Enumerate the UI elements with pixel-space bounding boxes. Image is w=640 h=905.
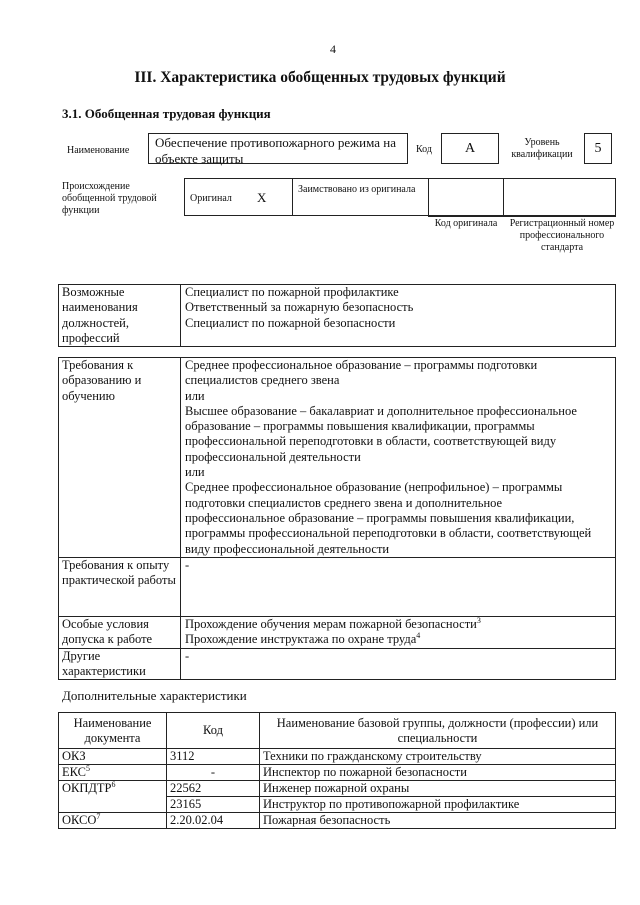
col-header-code: Код <box>167 713 260 749</box>
doc-cell <box>59 781 167 813</box>
education-line: или <box>185 465 205 480</box>
origin-divider-1 <box>292 178 293 216</box>
education-line: подготовки специалистов среднего звена и дополнительное <box>185 495 503 510</box>
positions-label: Возможные наименования должностей, профессий <box>59 285 181 347</box>
original-label: Оригинал <box>190 193 232 204</box>
special-condition-text: Прохождение обучения мерам пожарной безопасности <box>185 616 477 631</box>
doc-cell <box>59 765 167 781</box>
education-line: Среднее профессиональное образование (непрофильное) – программы <box>185 480 563 495</box>
code-value: A <box>464 141 476 156</box>
code-original-caption: Код оригинала <box>434 218 498 229</box>
position-item: Специалист по пожарной безопасности <box>185 315 396 330</box>
positions-cell <box>181 285 616 347</box>
origin-divider-2 <box>428 178 429 216</box>
page-number: 4 <box>330 42 336 56</box>
education-line: Среднее профессиональное образование – программы подготовки <box>185 358 538 372</box>
footnote-ref: 6 <box>111 779 116 789</box>
reg-number-caption: Регистрационный номер профессионального стандарта <box>509 218 615 253</box>
experience-value: - <box>181 557 616 616</box>
function-name-field <box>148 133 408 164</box>
col-header-name: Наименование базовой группы, должности (профессии) или специальности <box>260 713 616 749</box>
education-line: специалистов среднего звена <box>185 373 340 388</box>
other-characteristics-value: - <box>181 648 616 680</box>
doc-name: ОКПДТР <box>62 781 112 795</box>
education-line: Высшее образование – бакалавриат и дополнительное профессиональное <box>185 403 577 418</box>
special-conditions-cell <box>181 616 616 648</box>
education-line: программы профессиональной переподготовки в области, соответствующей <box>185 526 592 541</box>
special-condition-item <box>185 617 611 632</box>
education-line: профессиональной деятельности <box>185 449 361 464</box>
requirements-table <box>58 357 616 680</box>
footnote-ref: 7 <box>96 811 101 821</box>
section-title: III. Характеристика обобщенных трудовых функций <box>134 69 506 86</box>
additional-table <box>58 712 616 829</box>
doc-name: ОКСО <box>62 813 97 827</box>
position-item: Специалист по пожарной профилактике <box>185 285 399 299</box>
positions-table <box>58 284 616 347</box>
footnote-ref: 3 <box>476 615 481 625</box>
level-field <box>584 133 612 164</box>
subsection-title: 3.1. Обобщенная трудовая функция <box>62 106 271 121</box>
origin-label: Происхождение обобщенной трудовой функции <box>62 181 157 216</box>
special-conditions-label: Особые условия допуска к работе <box>59 616 181 648</box>
education-line: профессиональной переподготовки в области, соответствующей виду <box>185 434 557 449</box>
education-line: образование – программы повышения квалификации, программы <box>185 419 535 434</box>
col-header-doc: Наименование документа <box>59 713 167 749</box>
name-cell: Инспектор по пожарной безопасности <box>260 765 616 781</box>
doc-cell <box>59 813 167 829</box>
function-name-value: Обеспечение противопожарного режима на объекте защиты <box>155 135 397 166</box>
education-line: виду профессиональной деятельности <box>185 541 390 556</box>
name-cell: Пожарная безопасность <box>260 813 616 829</box>
footnote-ref: 4 <box>416 631 421 640</box>
name-cell: Инженер пожарной охраны <box>260 781 616 797</box>
code-cell: 2.20.02.04 <box>167 813 260 829</box>
code-cell: 3112 <box>167 749 260 765</box>
education-line: профессиональное образование – программы повышения квалификации, <box>185 510 575 525</box>
origin-divider-3 <box>503 178 504 216</box>
name-cell: Инструктор по противопожарной профилактике <box>260 797 616 813</box>
code-field <box>441 133 499 164</box>
doc-name: ЕКС <box>62 765 86 779</box>
additional-title: Дополнительные характеристики <box>62 688 247 703</box>
code-label: Код <box>416 144 432 155</box>
original-mark: X <box>257 190 267 205</box>
borrowed-label: Заимствовано из оригинала <box>298 184 416 195</box>
doc-name: ОКЗ <box>62 749 86 763</box>
education-label: Требования к образованию и обучению <box>59 358 181 558</box>
name-cell: Техники по гражданскому строительству <box>260 749 616 765</box>
footnote-ref: 5 <box>86 763 90 773</box>
education-cell <box>181 358 616 558</box>
level-label: Уровень квалификации <box>511 137 573 160</box>
position-item: Ответственный за пожарную безопасность <box>185 300 414 315</box>
doc-cell <box>59 749 167 765</box>
special-condition-item <box>185 632 611 647</box>
education-line: или <box>185 388 205 403</box>
level-value: 5 <box>594 141 602 156</box>
name-label: Наименование <box>67 145 130 156</box>
experience-label: Требования к опыту практической работы <box>59 557 181 616</box>
origin-caption-line <box>428 216 616 217</box>
other-characteristics-label: Другие характеристики <box>59 648 181 680</box>
code-cell: - <box>167 765 260 781</box>
special-condition-text: Прохождение инструктажа по охране труда <box>185 632 417 647</box>
code-cell: 22562 <box>167 781 260 797</box>
code-cell: 23165 <box>167 797 260 813</box>
